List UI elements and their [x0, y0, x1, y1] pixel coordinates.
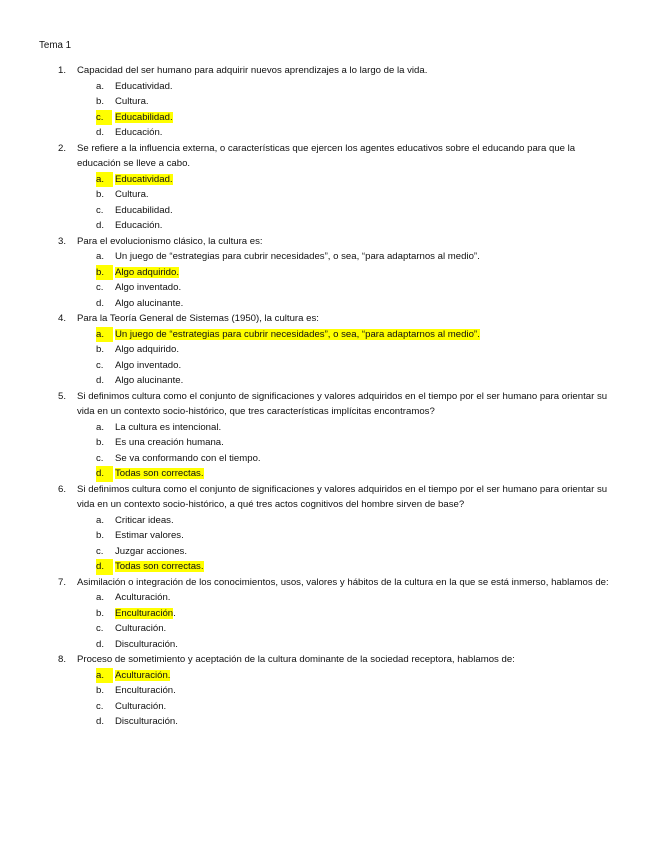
question-number: 6.	[58, 483, 67, 495]
question-text	[0, 234, 655, 250]
question-number: 3.	[58, 235, 67, 247]
answer-option-highlighted	[0, 606, 655, 622]
option-letter: b.	[96, 344, 105, 355]
answer-option	[0, 249, 655, 265]
option-letter: b.	[96, 265, 113, 281]
question-number: 2.	[58, 142, 67, 154]
answer-option	[0, 590, 655, 606]
option-letter: b.	[96, 607, 105, 619]
answer-option	[0, 435, 655, 451]
question-text	[0, 575, 655, 591]
option-letter: d.	[96, 220, 105, 231]
option-text: Enculturación.	[115, 607, 176, 619]
option-list	[0, 172, 655, 234]
option-text: Un juego de “estrategias para cubrir necesidades”, o sea, “para adaptarnos al medio”.	[115, 251, 480, 262]
option-text: Algo alucinante.	[115, 375, 184, 386]
option-letter: a.	[96, 514, 105, 526]
answer-option-highlighted	[0, 172, 655, 188]
option-letter: b.	[96, 530, 105, 541]
question-text	[0, 311, 655, 327]
question-item	[0, 234, 655, 312]
question-text	[0, 389, 655, 420]
option-letter: a.	[96, 421, 105, 433]
option-letter: a.	[96, 251, 105, 262]
option-text: Cultura.	[115, 189, 149, 200]
question-label: Para el evolucionismo clásico, la cultura es:	[77, 235, 263, 247]
question-item	[0, 652, 655, 730]
question-text	[0, 482, 655, 513]
question-text	[0, 652, 655, 668]
option-letter: c.	[96, 110, 112, 126]
option-list	[0, 513, 655, 575]
answer-option	[0, 296, 655, 312]
option-text: Algo inventado.	[115, 282, 182, 293]
option-text: Educación.	[115, 127, 163, 138]
question-label: Si definimos cultura como el conjunto de significaciones y valores adquiridos en el tiempo por el ser humano para orientar su vida en un contexto socio-histórico, a qué tres actos cognitivos del hombre sirven de base?	[77, 483, 608, 510]
option-text: La cultura es intencional.	[115, 421, 222, 433]
option-text: Educación.	[115, 220, 163, 231]
option-letter: a.	[96, 668, 113, 684]
answer-option	[0, 637, 655, 653]
option-text: Estimar valores.	[115, 530, 184, 541]
question-item	[0, 63, 655, 141]
option-letter: c.	[96, 359, 104, 371]
option-text: Disculturación.	[115, 716, 178, 727]
option-text: Educabilidad.	[115, 111, 173, 123]
option-list	[0, 249, 655, 311]
answer-option-highlighted	[0, 110, 655, 126]
option-letter: d.	[96, 466, 113, 482]
question-label: Si definimos cultura como el conjunto de significaciones y valores adquiridos en el tiempo por el ser humano para orientar su vida en un contexto socio-histórico, que tres características implícitas encontramos?	[77, 390, 608, 417]
question-item	[0, 482, 655, 575]
option-text: Es una creación humana.	[115, 437, 224, 448]
option-letter: b.	[96, 685, 105, 696]
option-letter: c.	[96, 700, 104, 712]
answer-option	[0, 714, 655, 730]
question-list	[0, 63, 655, 730]
option-text: Algo adquirido.	[115, 266, 180, 278]
answer-option-highlighted	[0, 327, 655, 343]
answer-option	[0, 342, 655, 358]
option-text: Todas son correctas.	[115, 561, 204, 572]
option-letter: a.	[96, 592, 105, 603]
question-number: 1.	[58, 65, 67, 76]
answer-option	[0, 420, 655, 436]
answer-option	[0, 528, 655, 544]
option-letter: a.	[96, 80, 105, 92]
question-number: 4.	[58, 313, 67, 324]
option-text: Aculturación.	[115, 669, 171, 681]
answer-option	[0, 280, 655, 296]
option-letter: d.	[96, 559, 113, 575]
answer-option-highlighted	[0, 668, 655, 684]
answer-option	[0, 203, 655, 219]
option-list	[0, 420, 655, 482]
option-text: Educabilidad.	[115, 204, 173, 216]
question-item	[0, 575, 655, 653]
question-number: 7.	[58, 576, 67, 588]
option-text: Se va conformando con el tiempo.	[115, 452, 261, 464]
option-text: Algo adquirido.	[115, 344, 180, 355]
option-letter: d.	[96, 127, 105, 138]
answer-option	[0, 451, 655, 467]
option-text: Cultura.	[115, 96, 149, 107]
option-letter: a.	[96, 172, 113, 188]
question-item	[0, 311, 655, 389]
answer-option	[0, 699, 655, 715]
option-text: Aculturación.	[115, 592, 171, 603]
question-text	[0, 63, 655, 79]
answer-option-highlighted	[0, 559, 655, 575]
question-label: Se refiere a la influencia externa, o características que ejercen los agentes educativos sobre el educando para que la educación se lleve a cabo.	[77, 142, 576, 169]
option-letter: d.	[96, 297, 105, 309]
option-letter: c.	[96, 545, 104, 557]
question-label: Capacidad del ser humano para adquirir nuevos aprendizajes a lo largo de la vida.	[77, 65, 428, 76]
question-label: Proceso de sometimiento y aceptación de la cultura dominante de la sociedad receptora, hablamos de:	[77, 654, 515, 665]
answer-option	[0, 544, 655, 560]
answer-option	[0, 358, 655, 374]
option-letter: b.	[96, 189, 105, 200]
option-letter: b.	[96, 96, 105, 107]
question-item	[0, 141, 655, 234]
option-list	[0, 668, 655, 730]
option-letter: d.	[96, 375, 105, 386]
option-letter: c.	[96, 452, 104, 464]
option-text: Algo alucinante.	[115, 297, 184, 309]
question-label: Para la Teoría General de Sistemas (1950), la cultura es:	[77, 313, 319, 324]
question-number: 5.	[58, 390, 67, 402]
option-text: Educatividad.	[115, 80, 173, 92]
option-text: Un juego de “estrategias para cubrir necesidades”, o sea, “para adaptarnos al medio”.	[115, 328, 480, 340]
question-item	[0, 389, 655, 482]
answer-option	[0, 683, 655, 699]
answer-option	[0, 218, 655, 234]
answer-option	[0, 187, 655, 203]
option-text: Algo inventado.	[115, 359, 182, 371]
answer-option	[0, 94, 655, 110]
option-letter: c.	[96, 204, 104, 216]
option-letter: a.	[96, 327, 113, 343]
option-letter: b.	[96, 437, 105, 448]
option-text: Culturación.	[115, 623, 167, 634]
option-list	[0, 327, 655, 389]
option-letter: c.	[96, 623, 104, 634]
option-letter: c.	[96, 282, 104, 293]
option-list	[0, 79, 655, 141]
option-text: Criticar ideas.	[115, 514, 174, 526]
option-text: Culturación.	[115, 700, 167, 712]
answer-option	[0, 79, 655, 95]
answer-option	[0, 373, 655, 389]
option-text: Enculturación.	[115, 685, 176, 696]
answer-option	[0, 621, 655, 637]
page-title: Tema 1	[39, 40, 72, 51]
answer-option	[0, 125, 655, 141]
answer-option	[0, 513, 655, 529]
option-list	[0, 590, 655, 652]
answer-option-highlighted	[0, 265, 655, 281]
answer-option-highlighted	[0, 466, 655, 482]
option-letter: d.	[96, 716, 105, 727]
option-text: Juzgar acciones.	[115, 545, 187, 557]
option-text: Todas son correctas.	[115, 468, 204, 479]
option-text: Disculturación.	[115, 638, 178, 650]
option-text: Educatividad.	[115, 173, 173, 185]
question-number: 8.	[58, 654, 67, 665]
question-label: Asimilación o integración de los conocimientos, usos, valores y hábitos de la cultura en la que se está inmerso, hablamos de:	[77, 576, 609, 588]
option-letter: d.	[96, 638, 105, 650]
question-text	[0, 141, 655, 172]
